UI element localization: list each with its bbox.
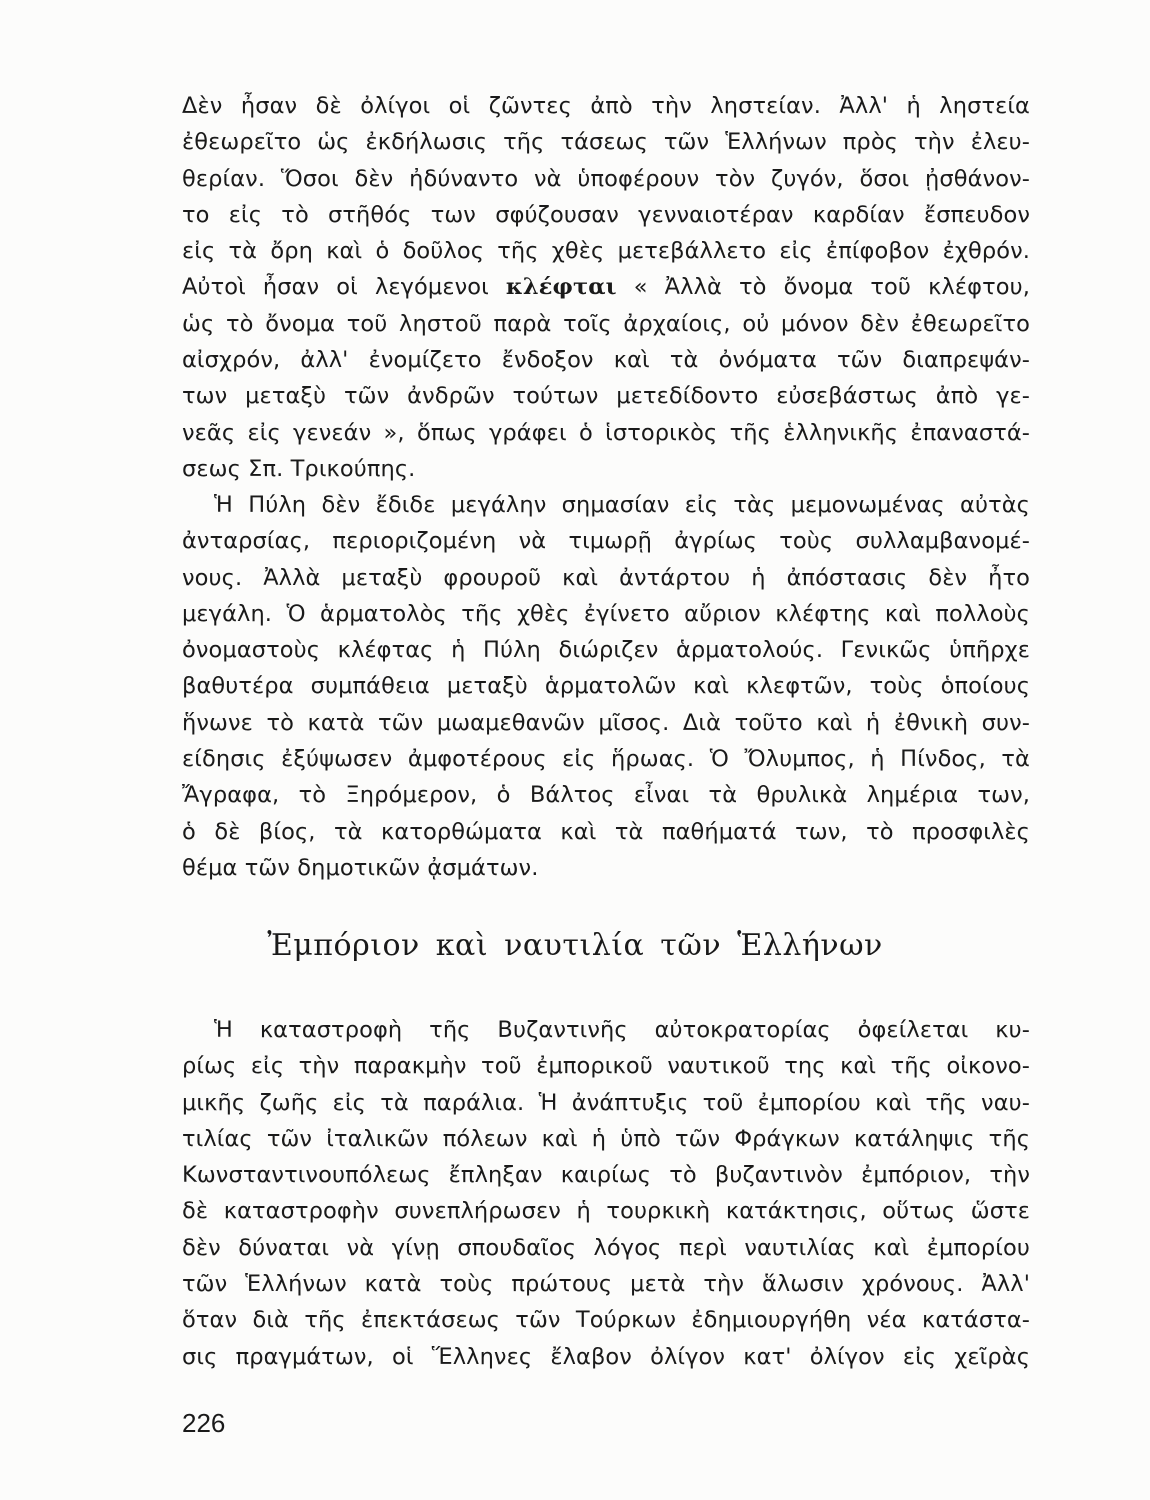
paragraph-porte: [182, 487, 1030, 886]
text-line: μικῆς ζωῆς εἰς τὰ παράλια. Ἡ ἀνάπτυξις τοῦ ἐμπορίου καὶ τῆς ναυ-: [182, 1089, 1030, 1116]
text-line: νεᾶς εἰς γενεάν », ὅπως γράφει ὁ ἱστορικὸς τῆς ἑλληνικῆς ἐπαναστά-: [182, 419, 1030, 446]
text-line: εἰς τὰ ὄρη καὶ ὁ δοῦλος τῆς χθὲς μετεβάλλετο εἰς ἐπίφοβον ἐχθρόν.: [182, 238, 1030, 265]
paragraph-commerce: [182, 1012, 1030, 1375]
bold-term: κλέφται: [505, 274, 617, 301]
text-line: ὀνομαστοὺς κλέφτας ἡ Πύλη διώριζεν ἁρματολούς. Γενικῶς ὑπῆρχε: [182, 637, 1030, 664]
text-line: θερίαν. Ὅσοι δὲν ἠδύναντο νὰ ὑποφέρουν τὸν ζυγόν, ὅσοι ᾐσθάνον-: [182, 165, 1030, 192]
text-line: ὁ δὲ βίος, τὰ κατορθώματα καὶ τὰ παθήματά των, τὸ προσφιλὲς: [182, 818, 1030, 845]
page-number: 226: [182, 1408, 226, 1438]
text-line: ἥνωνε τὸ κατὰ τῶν μωαμεθανῶν μῖσος. Διὰ τοῦτο καὶ ἡ ἐθνικὴ συν-: [182, 709, 1030, 736]
text-line-with-term: [182, 269, 1030, 305]
text-line: Κωνσταντινουπόλεως ἔπληξαν καιρίως τὸ βυζαντινὸν ἐμπόριον, τὴν: [182, 1162, 1030, 1189]
text-line: είδησις ἐξύψωσεν ἀμφοτέρους εἰς ἥρωας. Ὁ Ὄλυμπος, ἡ Πίνδος, τὰ: [182, 746, 1030, 773]
text-line: το εἰς τὸ στῆθός των σφύζουσαν γενναιοτέραν καρδίαν ἔσπευδον: [182, 201, 1030, 228]
text-line: σις πραγμάτων, οἱ Ἕλληνες ἔλαβον ὀλίγον κατ' ὀλίγον εἰς χεῖρὰς: [182, 1343, 1030, 1370]
text-line: μεγάλη. Ὁ ἁρματολὸς τῆς χθὲς ἐγίνετο αὔριον κλέφτης καὶ πολλοὺς: [182, 600, 1030, 627]
paragraph-klefts: [182, 88, 1030, 487]
text-line: ἀνταρσίας, περιοριζομένη νὰ τιμωρῇ ἀγρίως τοὺς συλλαμβανομέ-: [182, 528, 1030, 555]
text-line: βαθυτέρα συμπάθεια μεταξὺ ἁρματολῶν καὶ κλεφτῶν, τοὺς ὁποίους: [182, 673, 1030, 700]
text-line: Ἡ καταστροφὴ τῆς Βυζαντινῆς αὐτοκρατορίας ὀφείλεται κυ-: [214, 1017, 1030, 1043]
text-line: ἐθεωρεῖτο ὡς ἐκδήλωσις τῆς τάσεως τῶν Ἑλλήνων πρὸς τὴν ἐλευ-: [182, 129, 1030, 156]
text-line: ὅταν διὰ τῆς ἐπεκτάσεως τῶν Τούρκων ἐδημιουργήθη νέα κατάστα-: [182, 1307, 1030, 1334]
text-line: των μεταξὺ τῶν ἀνδρῶν τούτων μετεδίδοντο εὐσεβάστως ἀπὸ γε-: [182, 383, 1030, 410]
text-line: δὲν δύναται νὰ γίνῃ σπουδαῖος λόγος περὶ ναυτιλίας καὶ ἐμπορίου: [182, 1234, 1030, 1261]
text-line: ὡς τὸ ὄνομα τοῦ ληστοῦ παρὰ τοῖς ἀρχαίοις, οὐ μόνον δὲν ἐθεωρεῖτο: [182, 310, 1030, 337]
text-line: θέμα τῶν δημοτικῶν ᾀσμάτων.: [182, 854, 539, 881]
text-line: ρίως εἰς τὴν παρακμὴν τοῦ ἐμπορικοῦ ναυτικοῦ της καὶ τῆς οἰκονο-: [182, 1053, 1030, 1080]
text-fragment: « Ἀλλὰ τὸ ὄνομα τοῦ κλέφτου,: [633, 274, 1030, 301]
text-line: σεως Σπ. Τρικούπης.: [182, 455, 416, 482]
text-line: Ἡ Πύλη δὲν ἔδιδε μεγάλην σημασίαν εἰς τὰς μεμονωμένας αὐτὰς: [214, 492, 1030, 518]
text-line: αἰσχρόν, ἀλλ' ἐνομίζετο ἔνδοξον καὶ τὰ ὀνόματα τῶν διαπρεψάν-: [182, 347, 1030, 374]
text-fragment: Αὐτοὶ ἦσαν οἱ λεγόμενοι: [182, 274, 489, 301]
section-heading: Ἐμπόριον καὶ ναυτιλία τῶν Ἑλλήνων: [267, 928, 883, 963]
text-line: τιλίας τῶν ἰταλικῶν πόλεων καὶ ἡ ὑπὸ τῶν Φράγκων κατάληψις τῆς: [182, 1125, 1030, 1152]
text-line: Δὲν ἦσαν δὲ ὀλίγοι οἱ ζῶντες ἀπὸ τὴν ληστείαν. Ἀλλ' ἡ ληστεία: [182, 93, 1030, 119]
text-line: δὲ καταστροφὴν συνεπλήρωσεν ἡ τουρκικὴ κατάκτησις, οὕτως ὥστε: [182, 1198, 1030, 1225]
text-line: νους. Ἀλλὰ μεταξὺ φρουροῦ καὶ ἀντάρτου ἡ ἀπόστασις δὲν ἦτο: [182, 564, 1030, 591]
text-line: τῶν Ἑλλήνων κατὰ τοὺς πρώτους μετὰ τὴν ἅλωσιν χρόνους. Ἀλλ': [182, 1271, 1030, 1298]
text-line: Ἄγραφα, τὸ Ξηρόμερον, ὁ Βάλτος εἶναι τὰ θρυλικὰ λημέρια των,: [182, 782, 1030, 809]
